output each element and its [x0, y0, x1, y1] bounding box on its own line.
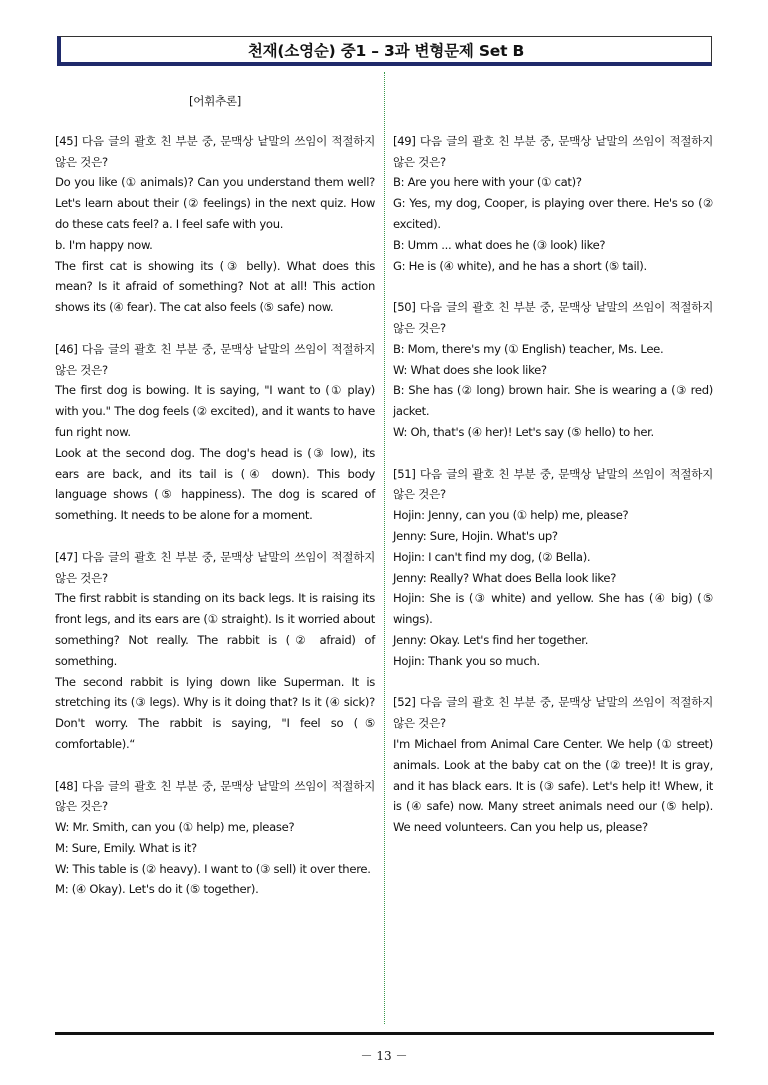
left-column	[55, 91, 375, 921]
question-prompt: [49] 다음 글의 괄호 친 부분 중, 문맥상 낱말의 쓰임이 적절하지 않은 것은?	[393, 133, 713, 169]
question-prompt: [45] 다음 글의 괄호 친 부분 중, 문맥상 낱말의 쓰임이 적절하지 않은 것은?	[55, 133, 375, 169]
dialogue-line: W: What does she look like?	[393, 362, 547, 377]
question-text: I'm Michael from Animal Care Center. We help (① street) animals. Look at the baby cat on the (② tree)! It is gray, and it has black ears. It is (③ safe). Let's help it! Whew, it is (④ safe) now. Many street animals need our (⑤ help). We need volunteers. Can you help us, please?	[393, 736, 713, 835]
footer-rule	[55, 1032, 714, 1035]
question-46	[55, 339, 375, 526]
question-prompt: [46] 다음 글의 괄호 친 부분 중, 문맥상 낱말의 쓰임이 적절하지 않은 것은?	[55, 341, 375, 377]
question-prompt: [48] 다음 글의 괄호 친 부분 중, 문맥상 낱말의 쓰임이 적절하지 않은 것은?	[55, 778, 375, 814]
question-text: Do you like (① animals)? Can you understand them well? Let's learn about their (② feelings) in the next quiz. How do these cats feel? a. I feel safe with you.	[55, 175, 375, 231]
question-51	[393, 464, 713, 672]
question-text: The first cat is showing its (③ belly). What does this mean? Is it afraid of something? Not at all! This action shows its (④ fear). The cat also feels (⑤ safe) now.	[55, 258, 375, 315]
page-number: － 13 －	[360, 1049, 408, 1063]
question-48	[55, 776, 375, 901]
question-prompt: [51] 다음 글의 괄호 친 부분 중, 문맥상 낱말의 쓰임이 적절하지 않은 것은?	[393, 466, 713, 502]
dialogue-line: Jenny: Okay. Let's find her together.	[393, 632, 589, 647]
dialogue-line: Hojin: Jenny, can you (① help) me, please?	[393, 508, 629, 523]
dialogue-line: Jenny: Really? What does Bella look like?	[393, 570, 617, 585]
header-title-box	[57, 36, 712, 66]
question-text: The second rabbit is lying down like Superman. It is stretching its (③ legs). Why is it doing that? Is it (④ sick)? Don't worry. The rabbit is saying, "I feel so (⑤ comfortable).“	[55, 674, 375, 751]
dialogue-line: M: (④ Okay). Let's do it (⑤ together).	[55, 882, 259, 897]
dialogue-line: W: Mr. Smith, can you (① help) me, please?	[55, 820, 295, 835]
right-column-top-spacer	[393, 91, 713, 131]
question-52	[393, 692, 713, 838]
question-47	[55, 547, 375, 755]
dialogue-line: G: Yes, my dog, Cooper, is playing over there. He's so (② excited).	[393, 196, 713, 231]
dialogue-line: Hojin: I can't find my dog, (② Bella).	[393, 549, 591, 564]
section-label: [어휘추론]	[188, 94, 242, 108]
question-45	[55, 131, 375, 318]
dialogue-line: Jenny: Sure, Hojin. What's up?	[393, 528, 558, 543]
dialogue-line: W: Oh, that's (④ her)! Let's say (⑤ hello) to her.	[393, 424, 654, 439]
dialogue-line: W: This table is (② heavy). I want to (③ sell) it over there.	[55, 861, 371, 876]
right-column	[393, 91, 713, 859]
question-50	[393, 297, 713, 443]
question-49	[393, 131, 713, 277]
dialogue-line: B: Umm ... what does he (③ look) like?	[393, 237, 606, 252]
question-text: The first rabbit is standing on its back legs. It is raising its front legs, and its ears are (① straight). Is it worried about something? Not really. The rabbit is (② afraid) of something.	[55, 591, 375, 668]
dialogue-line: M: Sure, Emily. What is it?	[55, 840, 197, 855]
column-divider	[384, 72, 385, 1024]
question-text: The first dog is bowing. It is saying, "I want to (① play) with you." The dog feels (② excited), and it wants to have fun right now.	[55, 383, 375, 439]
dialogue-line: G: He is (④ white), and he has a short (⑤ tail).	[393, 258, 647, 273]
page-title: 천재(소영순) 중1 – 3과 변형문제 Set B	[247, 41, 525, 60]
dialogue-line: B: Mom, there's my (① English) teacher, Ms. Lee.	[393, 341, 664, 356]
dialogue-line: Hojin: Thank you so much.	[393, 653, 540, 668]
question-prompt: [50] 다음 글의 괄호 친 부분 중, 문맥상 낱말의 쓰임이 적절하지 않은 것은?	[393, 300, 713, 335]
dialogue-line: B: Are you here with your (① cat)?	[393, 175, 582, 190]
question-text: b. I'm happy now.	[55, 237, 153, 252]
question-text: Look at the second dog. The dog's head is (③ low), its ears are back, and its tail is (④ down). This body language shows (⑤ happiness). The dog is scared of something. It needs to be alone for a moment.	[55, 445, 375, 523]
dialogue-line: Hojin: She is (③ white) and yellow. She has (④ big) (⑤ wings).	[393, 591, 713, 627]
question-prompt: [47] 다음 글의 괄호 친 부분 중, 문맥상 낱말의 쓰임이 적절하지 않은 것은?	[55, 549, 375, 585]
question-prompt: [52] 다음 글의 괄호 친 부분 중, 문맥상 낱말의 쓰임이 적절하지 않은 것은?	[393, 695, 713, 731]
dialogue-line: B: She has (② long) brown hair. She is wearing a (③ red) jacket.	[393, 383, 713, 419]
